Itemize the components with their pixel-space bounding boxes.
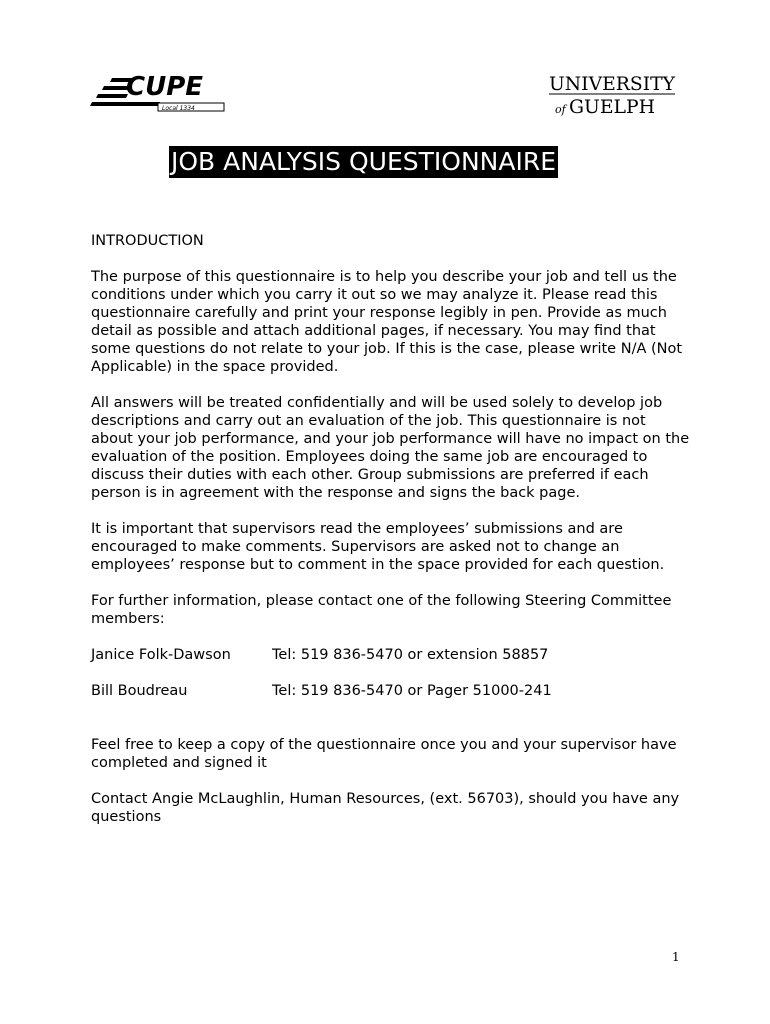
contact-telephone: Tel: 519 836-5470 or Pager 51000-241 <box>272 683 552 699</box>
blank-line <box>91 718 691 736</box>
svg-text:Local 1334: Local 1334 <box>162 105 195 112</box>
svg-text:UNIVERSITY: UNIVERSITY <box>549 73 676 95</box>
paragraph-purpose: The purpose of this questionnaire is to help you describe your job and tell us the conditions under which you carry it out so we may analyze it. Please read this questionnaire carefully and print your response legibly in pen. Provide as much detail as possible and attach additional pages, if necessary. You may find that some questions do not relate to your job. If this is the case, please write N/A (Not Applicable) in the space provided. <box>91 269 683 375</box>
contact-row <box>91 682 691 700</box>
contact-name: Janice Folk-Dawson <box>91 647 231 663</box>
svg-text:of: of <box>555 103 566 116</box>
cupe-logo <box>90 70 230 114</box>
paragraph-supervisors: It is important that supervisors read the employees’ submissions and are encouraged to make comments. Supervisors are asked not to change an employees’ response but to comment in the space provided for each question. <box>91 521 665 573</box>
page-number: 1 <box>672 950 680 964</box>
document-title: JOB ANALYSIS QUESTIONNAIRE <box>171 147 556 176</box>
paragraph-hr-contact: Contact Angie McLaughlin, Human Resources, (ext. 56703), should you have any questions <box>91 791 680 825</box>
university-of-guelph-logo <box>545 70 680 118</box>
paragraph-keep-copy: Feel free to keep a copy of the questionnaire once you and your supervisor have completed and signed it <box>91 737 677 771</box>
paragraph-confidentiality: All answers will be treated confidentially and will be used solely to develop job descriptions and carry out an evaluation of the job. This questionnaire is not about your job performance, and your job performance will have no impact on the evaluation of the position. Employees doing the same job are encouraged to discuss their duties with each other. Group submissions are preferred if each person is in agreement with the response and signs the back page. <box>91 395 690 501</box>
section-heading: INTRODUCTION <box>91 233 204 249</box>
svg-text:CUPE: CUPE <box>126 72 204 102</box>
contact-row <box>91 646 691 664</box>
svg-text:GUELPH: GUELPH <box>569 96 655 118</box>
paragraph-contact-info: For further information, please contact one of the following Steering Committee members: <box>91 593 672 627</box>
document-body <box>91 232 691 844</box>
contact-name: Bill Boudreau <box>91 683 188 699</box>
contact-telephone: Tel: 519 836-5470 or extension 58857 <box>272 647 549 663</box>
